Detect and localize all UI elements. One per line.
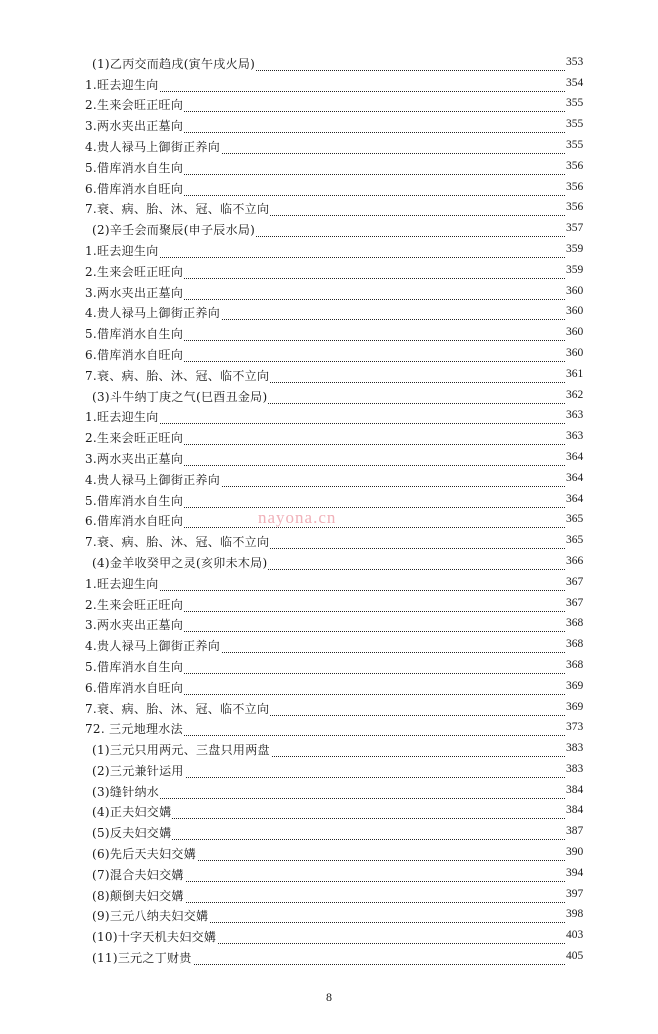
toc-entry bbox=[0, 926, 658, 947]
toc-entry-page: 359 bbox=[566, 242, 584, 255]
toc-entry-title: 1.旺去迎生向 bbox=[85, 410, 159, 425]
toc-entry bbox=[0, 74, 658, 95]
toc-entry-page: 398 bbox=[566, 908, 584, 921]
toc-entry-page: 383 bbox=[566, 762, 584, 775]
toc-entry-page: 355 bbox=[566, 138, 584, 151]
toc-entry-page: 365 bbox=[566, 513, 584, 526]
toc-entry-title: 5.借库消水自生向 bbox=[85, 160, 184, 175]
toc-entry-page: 394 bbox=[566, 866, 584, 879]
toc-entry-page: 360 bbox=[566, 305, 584, 318]
toc-entry-title: 7.衰、病、胎、沐、冠、临不立向 bbox=[85, 701, 270, 716]
toc-entry-page: 367 bbox=[566, 575, 584, 588]
toc-entry bbox=[0, 386, 658, 407]
toc-entry-title: 3.两水夹出正墓向 bbox=[85, 285, 184, 300]
toc-entry-title: 1.旺去迎生向 bbox=[85, 576, 159, 591]
toc-entry-title: (9)三元八纳夫妇交媾 bbox=[92, 909, 209, 924]
toc-entry-title: 1.旺去迎生向 bbox=[85, 77, 159, 92]
toc-entry bbox=[0, 719, 658, 740]
toc-entry-title: 4.贵人禄马上御街正养向 bbox=[85, 472, 221, 487]
toc-entry-page: 356 bbox=[566, 180, 584, 193]
toc-entry-page: 368 bbox=[566, 617, 584, 630]
toc-entry-page: 403 bbox=[566, 929, 584, 942]
toc-entry-title: 6.借库消水自旺向 bbox=[85, 514, 184, 529]
toc-entry-title: (3)斗牛纳丁庚之气(巳酉丑金局) bbox=[92, 389, 268, 404]
toc-entry-title: (6)先后天夫妇交媾 bbox=[92, 847, 196, 862]
toc-entry-page: 353 bbox=[566, 55, 584, 68]
toc-entry-page: 387 bbox=[566, 825, 584, 838]
toc-entry bbox=[0, 656, 658, 677]
toc-entry-title: 2.生来会旺正旺向 bbox=[85, 597, 184, 612]
toc-entry-page: 364 bbox=[566, 450, 584, 463]
toc-entry-page: 355 bbox=[566, 118, 584, 131]
toc-entry-title: (5)反夫妇交媾 bbox=[92, 826, 172, 841]
toc-entry-title: 6.借库消水自旺向 bbox=[85, 680, 184, 695]
toc-entry-title: 6.借库消水自旺向 bbox=[85, 181, 184, 196]
toc-entry-title: 2.生来会旺正旺向 bbox=[85, 264, 184, 279]
toc-entry-title: 3.两水夹出正墓向 bbox=[85, 618, 184, 633]
toc-entry bbox=[0, 365, 658, 386]
toc-dot-leader bbox=[92, 798, 565, 799]
toc-entry-page: 355 bbox=[566, 97, 584, 110]
toc-entry-page: 361 bbox=[566, 367, 584, 380]
toc-entry-page: 360 bbox=[566, 284, 584, 297]
toc-entry-title: (4)正夫妇交媾 bbox=[92, 805, 172, 820]
toc-entry-title: 4.贵人禄马上御街正养向 bbox=[85, 139, 221, 154]
toc-entry-title: 6.借库消水自旺向 bbox=[85, 347, 184, 362]
toc-entry bbox=[0, 698, 658, 719]
toc-entry-page: 364 bbox=[566, 471, 584, 484]
toc-entry-page: 363 bbox=[566, 430, 584, 443]
toc-entry-page: 356 bbox=[566, 159, 584, 172]
toc-entry-title: 4.贵人禄马上御街正养向 bbox=[85, 306, 221, 321]
toc-entry bbox=[0, 219, 658, 240]
toc-entry-page: 354 bbox=[566, 76, 584, 89]
toc-entry bbox=[0, 115, 658, 136]
toc-entry-page: 363 bbox=[566, 409, 584, 422]
toc-entry bbox=[0, 95, 658, 116]
toc-entry-page: 356 bbox=[566, 201, 584, 214]
toc-entry-page: 384 bbox=[566, 804, 584, 817]
toc-entry bbox=[0, 822, 658, 843]
toc-entry-title: 72. 三元地理水法 bbox=[85, 722, 183, 737]
toc-entry-title: 7.衰、病、胎、沐、冠、临不立向 bbox=[85, 535, 270, 550]
toc-entry bbox=[0, 947, 658, 968]
toc-entry-title: (2)三元兼针运用 bbox=[92, 763, 184, 778]
toc-entry bbox=[0, 323, 658, 344]
toc-entry-title: (1)三元只用两元、三盘只用两盘 bbox=[92, 743, 270, 758]
toc-entry-title: 3.两水夹出正墓向 bbox=[85, 451, 184, 466]
toc-entry-page: 357 bbox=[566, 222, 584, 235]
toc-entry bbox=[0, 344, 658, 365]
toc-entry bbox=[0, 469, 658, 490]
toc-entry-title: 2.生来会旺正旺向 bbox=[85, 431, 184, 446]
toc-entry bbox=[0, 739, 658, 760]
toc-entry bbox=[0, 157, 658, 178]
toc-entry-title: 4.贵人禄马上御街正养向 bbox=[85, 639, 221, 654]
toc-entry-title: 1.旺去迎生向 bbox=[85, 243, 159, 258]
toc-entry-title: 5.借库消水自生向 bbox=[85, 493, 184, 508]
toc-entry bbox=[0, 615, 658, 636]
toc-entry bbox=[0, 531, 658, 552]
toc-entry-page: 365 bbox=[566, 534, 584, 547]
toc-entry-page: 390 bbox=[566, 846, 584, 859]
toc-entry-page: 360 bbox=[566, 346, 584, 359]
toc-entry bbox=[0, 136, 658, 157]
toc-entry-title: 7.衰、病、胎、沐、冠、临不立向 bbox=[85, 202, 270, 217]
toc-entry bbox=[0, 427, 658, 448]
toc-entry-page: 368 bbox=[566, 658, 584, 671]
toc-entry bbox=[0, 178, 658, 199]
toc-entry bbox=[0, 760, 658, 781]
toc-entry-page: 366 bbox=[566, 554, 584, 567]
toc-entry bbox=[0, 199, 658, 220]
toc-entry-title: 2.生来会旺正旺向 bbox=[85, 98, 184, 113]
toc-entry-page: 360 bbox=[566, 326, 584, 339]
toc-entry-title: (8)颠倒夫妇交媾 bbox=[92, 888, 184, 903]
toc-entry-page: 369 bbox=[566, 700, 584, 713]
toc-entry-title: (10)十字天机夫妇交媾 bbox=[92, 930, 217, 945]
toc-entry-title: (11)三元之丁财贵 bbox=[92, 951, 192, 966]
toc-entry-page: 384 bbox=[566, 783, 584, 796]
toc-entry-page: 369 bbox=[566, 679, 584, 692]
toc-entry-page: 367 bbox=[566, 596, 584, 609]
toc-entry-title: (2)辛壬会而聚辰(申子辰水局) bbox=[92, 223, 256, 238]
toc-entry-title: (3)缝针纳水 bbox=[92, 784, 160, 799]
toc-entry bbox=[0, 677, 658, 698]
toc-entry-title: (4)金羊收癸甲之灵(亥卯未木局) bbox=[92, 555, 268, 570]
toc-entry bbox=[0, 594, 658, 615]
toc-entry bbox=[0, 802, 658, 823]
toc-entry-page: 397 bbox=[566, 887, 584, 900]
toc-entry-page: 383 bbox=[566, 742, 584, 755]
toc-entry-title: (1)乙丙交而趋戌(寅午戌火局) bbox=[92, 56, 256, 71]
toc-entry-page: 405 bbox=[566, 950, 584, 963]
toc-entry bbox=[0, 407, 658, 428]
toc-entry bbox=[0, 282, 658, 303]
page-number: 8 bbox=[326, 990, 332, 1004]
toc-entry-page: 364 bbox=[566, 492, 584, 505]
toc-entry-page: 373 bbox=[566, 721, 584, 734]
toc-entry-title: 3.两水夹出正墓向 bbox=[85, 119, 184, 134]
toc-entry bbox=[0, 53, 658, 74]
toc-entry-title: (7)混合夫妇交媾 bbox=[92, 867, 184, 882]
toc-entry bbox=[0, 635, 658, 656]
toc-entry bbox=[0, 303, 658, 324]
toc-entry bbox=[0, 240, 658, 261]
toc-entry bbox=[0, 864, 658, 885]
toc-entry bbox=[0, 843, 658, 864]
toc-entry bbox=[0, 781, 658, 802]
toc-entry bbox=[0, 261, 658, 282]
toc-entry bbox=[0, 885, 658, 906]
toc-entry bbox=[0, 906, 658, 927]
toc-entry-page: 359 bbox=[566, 263, 584, 276]
toc-entry-page: 368 bbox=[566, 638, 584, 651]
toc-entry bbox=[0, 552, 658, 573]
toc-entry-title: 5.借库消水自生向 bbox=[85, 327, 184, 342]
toc-entry bbox=[0, 448, 658, 469]
toc-entry-title: 5.借库消水自生向 bbox=[85, 659, 184, 674]
toc-entry-page: 362 bbox=[566, 388, 584, 401]
toc-entry-title: 7.衰、病、胎、沐、冠、临不立向 bbox=[85, 368, 270, 383]
toc-entry bbox=[0, 573, 658, 594]
watermark: nayona.cn bbox=[258, 508, 337, 527]
